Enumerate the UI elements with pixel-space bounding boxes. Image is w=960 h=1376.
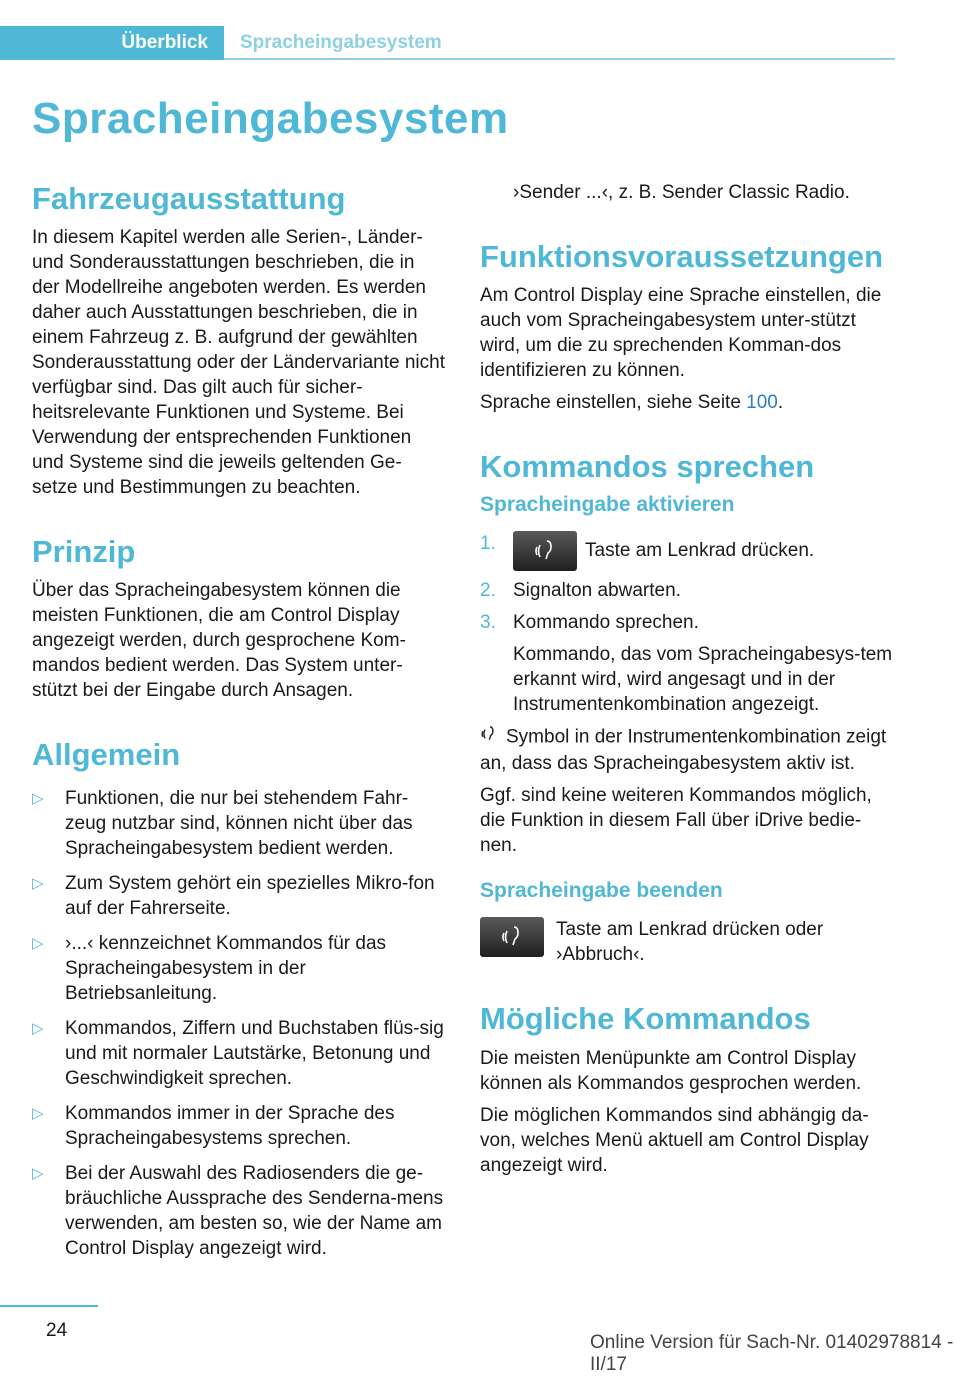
triangle-right-icon: ▷: [32, 934, 44, 952]
paragraph-funktion-1: Am Control Display eine Sprache einstellen, die auch vom Spracheingabesystem unter-stützt wird, um die zu sprechenden Komman-dos identifizieren zu können.: [480, 285, 882, 382]
allgemein-list: [32, 786, 447, 1261]
page-number: 24: [46, 1320, 68, 1341]
header-section-label: Überblick: [121, 32, 208, 53]
paragraph-funktion-2: Sprache einstellen, siehe Seite 100.: [480, 392, 784, 414]
list-item: 1. Taste am Lenkrad drücken.: [480, 531, 895, 571]
list-item: ▷ Zum System gehört ein spezielles Mikro-fon auf der Fahrerseite.: [32, 872, 435, 919]
triangle-right-icon: ▷: [32, 1104, 44, 1122]
footer-divider: [0, 1305, 98, 1307]
voice-button-icon: [513, 531, 577, 571]
list-item: ▷ Kommandos, Ziffern und Buchstaben flüs-sig und mit normaler Lautstärke, Betonung und Geschwindigkeit sprechen.: [32, 1017, 444, 1089]
paragraph-fahrzeugausstattung: In diesem Kapitel werden alle Serien-, Länder- und Sonderausstattungen beschrieben, die in der Modellreihe angeboten werden. Es werden daher auch Ausstattungen beschrieben, die in einem Fahrzeug z. B. aufgrund der gewählten Sonderausstattung oder der Ländervariante nicht verfügbar sind. Das gilt auch für sicher-heitsrelevante Funktionen und Systeme. Bei Verwendung der entsprechenden Funktionen und Systeme sind die jeweils geltenden Ge-setze und Bestimmungen zu beachten.: [32, 227, 445, 499]
list-item: 2. Signalton abwarten.: [480, 580, 681, 602]
voice-button-icon: [480, 917, 544, 957]
page-header: [0, 26, 895, 60]
triangle-right-icon: ▷: [32, 1019, 44, 1037]
triangle-right-icon: ▷: [32, 874, 44, 892]
list-item: ▷ Bei der Auswahl des Radiosenders die ge-bräuchliche Aussprache des Senderna-mens verwenden, am besten so, wie der Name am Control Display angezeigt wird.: [32, 1162, 444, 1259]
list-item: 3. Kommando sprechen.: [480, 612, 699, 634]
heading-kommandos-sprechen: Kommandos sprechen: [480, 449, 815, 485]
voice-command-icon: [480, 724, 500, 751]
paragraph-ggf: Ggf. sind keine weiteren Kommandos möglich, die Funktion in diesem Fall über iDrive bedie-nen.: [480, 785, 872, 857]
sender-example: ›Sender ...‹, z. B. Sender Classic Radio.: [513, 182, 850, 203]
step3-detail: Kommando, das vom Spracheingabesys-tem erkannt wird, wird angesagt und in der Instrumentenkombination angezeigt.: [513, 644, 893, 716]
paragraph-prinzip: Über das Spracheingabesystem können die meisten Funktionen, die am Control Display angezeigt werden, durch gesprochene Kom-mandos bedient werden. Das System unter-stützt bei der Eingabe durch Ansagen.: [32, 580, 406, 702]
list-item: ▷ ›...‹ kennzeichnet Kommandos für das Spracheingabesystem in der Betriebsanleitung.: [32, 932, 387, 1004]
header-chapter-label: Spracheingabesystem: [240, 32, 442, 53]
page-link-100[interactable]: 100: [746, 392, 778, 414]
list-item: ▷ Kommandos immer in der Sprache des Spracheingabesystems sprechen.: [32, 1102, 395, 1149]
steps-list: [480, 531, 895, 635]
paragraph-moegliche-1: Die meisten Menüpunkte am Control Display können als Kommandos gesprochen werden.: [480, 1047, 862, 1094]
header-divider: [224, 58, 895, 60]
heading-moegliche-kommandos: Mögliche Kommandos: [480, 1001, 811, 1037]
online-version-note: Online Version für Sach-Nr. 01402978814 - II/17: [590, 1332, 954, 1375]
page-title: Spracheingabesystem: [32, 94, 509, 143]
paragraph-moegliche-2: Die möglichen Kommandos sind abhängig da-von, welches Menü aktuell am Control Display angezeigt wird.: [480, 1104, 869, 1176]
left-column: [32, 180, 447, 1271]
heading-prinzip: Prinzip: [32, 534, 136, 570]
subheading-beenden: Spracheingabe beenden: [480, 879, 723, 903]
triangle-right-icon: ▷: [32, 789, 44, 807]
subheading-aktivieren: Spracheingabe aktivieren: [480, 493, 735, 517]
paragraph-beenden: Taste am Lenkrad drücken oder ›Abbruch‹.: [556, 919, 824, 966]
header-section-tab: [0, 26, 224, 60]
beenden-block: [480, 917, 895, 974]
triangle-right-icon: ▷: [32, 1164, 44, 1182]
right-column: [480, 180, 895, 1185]
paragraph-symbol: Symbol in der Instrumentenkombination zeigt an, dass das Spracheingabesystem aktiv ist.: [480, 724, 895, 776]
list-item: ▷ Funktionen, die nur bei stehendem Fahr-zeug nutzbar sind, können nicht über das Spracheingabesystem bedient werden.: [32, 787, 413, 859]
heading-funktionsvoraussetzungen: Funktionsvoraussetzungen: [480, 239, 884, 274]
heading-fahrzeugausstattung: Fahrzeugausstattung: [32, 181, 346, 216]
heading-allgemein: Allgemein: [32, 737, 181, 773]
